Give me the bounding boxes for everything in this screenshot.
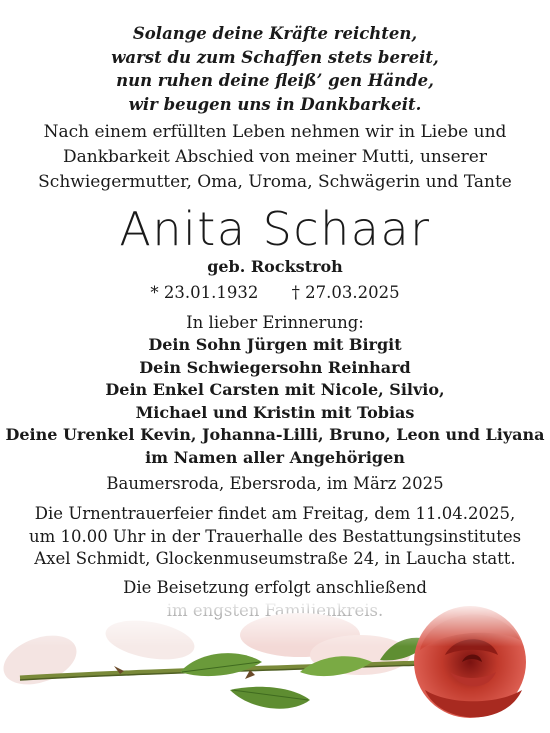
mourner-line: Dein Sohn Jürgen mit Birgit xyxy=(148,335,402,354)
mourner-line: Deine Urenkel Kevin, Johanna-Lilli, Bruno, Leon und Liyana xyxy=(5,425,545,444)
mourner-line: Michael und Kristin mit Tobias xyxy=(135,402,415,422)
mourner-line: Dein Enkel Carsten mit Nicole, Silvio, xyxy=(105,380,445,399)
intro-line: Nach einem erfüllten Leben nehmen wir in Liebe und xyxy=(43,122,507,142)
memory-heading: In lieber Erinnerung: xyxy=(186,313,364,332)
top-fade xyxy=(0,600,550,733)
deceased-name: Anita Schaar xyxy=(119,202,431,256)
place-date: Baumersroda, Ebersroda, im März 2025 xyxy=(106,474,444,493)
poem-line: nun ruhen deine fleiß’ gen Hände, xyxy=(116,71,434,90)
burial-line: Die Beisetzung erfolgt anschließend xyxy=(123,578,427,597)
poem xyxy=(0,22,550,116)
intro-line: Dankbarkeit Abschied von meiner Mutti, unserer xyxy=(63,147,487,167)
mourner-line: im Namen aller Angehörigen xyxy=(145,447,405,467)
mourners-list xyxy=(0,334,550,469)
life-dates xyxy=(0,282,550,304)
poem-line: wir beugen uns in Dankbarkeit. xyxy=(128,94,422,114)
birth-name: geb. Rockstroh xyxy=(207,257,343,276)
funeral-info xyxy=(0,503,550,571)
funeral-line: Die Urnentrauerfeier findet am Freitag, dem 11.04.2025, xyxy=(34,504,516,523)
mourner-line: Dein Schwiegersohn Reinhard xyxy=(139,357,411,377)
funeral-line: Axel Schmidt, Glockenmuseumstraße 24, in Laucha statt. xyxy=(34,549,516,568)
funeral-line: um 10.00 Uhr in der Trauerhalle des Bestattungsinstitutes xyxy=(28,526,522,546)
intro-line: Schwiegermutter, Oma, Uroma, Schwägerin und Tante xyxy=(38,172,512,192)
red-rose-image xyxy=(0,600,550,733)
poem-line: Solange deine Kräfte reichten, xyxy=(132,24,418,43)
death-date: † 27.03.2025 xyxy=(291,283,400,302)
poem-line: warst du zum Schaffen stets bereit, xyxy=(111,47,439,67)
intro-text xyxy=(0,120,550,195)
birth-date: * 23.01.1932 xyxy=(150,283,259,302)
